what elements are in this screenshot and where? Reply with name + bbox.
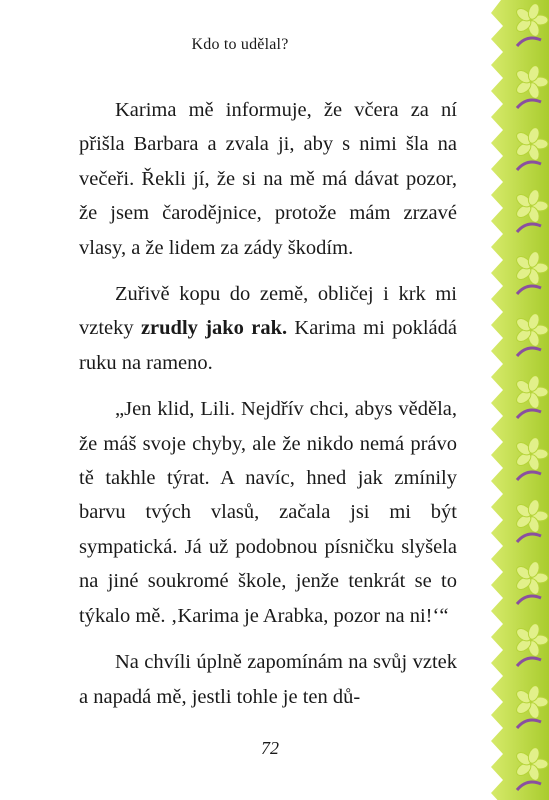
paragraph-4: Na chvíli úplně zapomínám na svůj vztek a napadá mě, jestli tohle je ten dů- xyxy=(79,651,457,708)
running-head: Kdo to udělal? xyxy=(191,36,289,53)
body-text xyxy=(79,93,457,726)
bold-phrase: zrudly jako rak. xyxy=(140,317,288,340)
decorative-floral-border xyxy=(487,0,549,800)
page-number: 72 xyxy=(261,738,279,758)
paragraph-2 xyxy=(79,277,457,380)
paragraph-2-start: Zuřivě kopu do země, obličej i krk mi vzteky xyxy=(79,283,457,340)
paragraph-2-end: Karima mi pokládá ruku na rameno. xyxy=(79,317,457,374)
paragraph-1: Karima mě informuje, že včera za ní přišla Barbara a zvala ji, aby s nimi šla na večeři. Řekli jí, že si na mě má dávat pozor, že jsem čarodějnice, protože mám zrzavé vlasy, a že lidem za zády škodím. xyxy=(79,99,457,259)
paragraph-3: „Jen klid, Lili. Nejdřív chci, abys věděla, že máš svoje chyby, ale že nikdo nemá právo tě takhle týrat. A navíc, hned jak zmínily barvu tvých vlasů, začala jsi mi být sympatická. Já už podobnou písničku slyšela na jiné soukromé škole, jenže tenkrát se to týkalo mě. ‚Karima je Arabka, pozor na ni!‘“ xyxy=(79,398,457,627)
